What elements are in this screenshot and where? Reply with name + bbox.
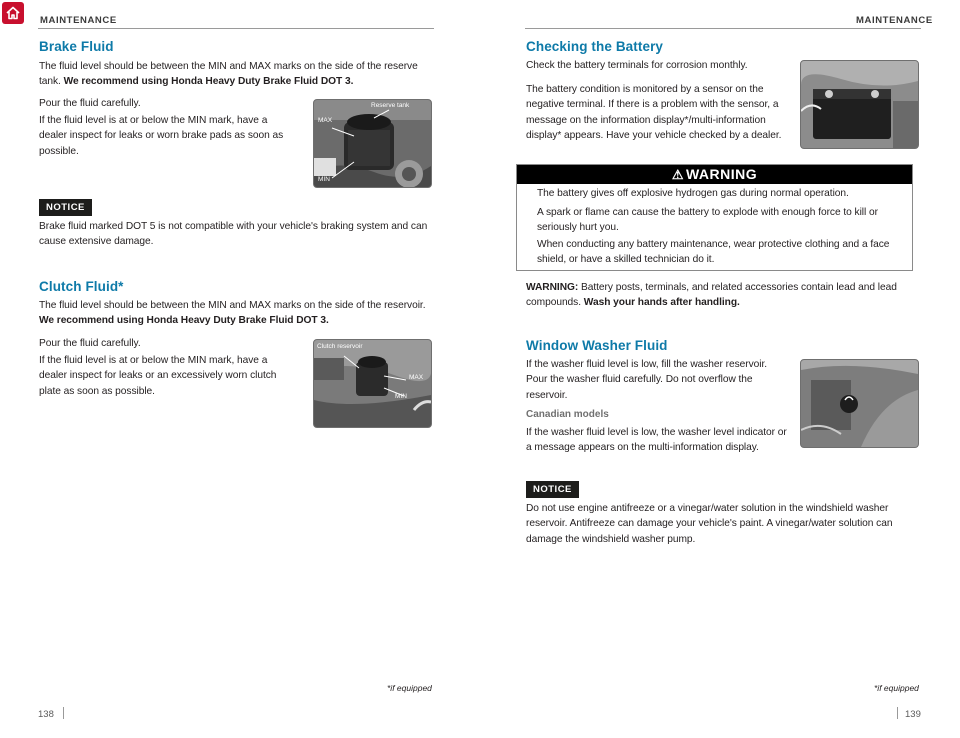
brake-fluid-title: Brake Fluid [39,39,114,54]
reserve-tank-label: Reserve tank [371,102,410,109]
brake-reserve-tank-image [313,99,432,188]
washer-title: Window Washer Fluid [526,338,668,353]
brake-fluid-para-2: Pour the fluid carefully. [39,98,141,109]
clutch-max-label: MAX [409,374,424,381]
washer-notice-text: Do not use engine antifreeze or a vinegar/water solution in the windshield washer reservoir. Antifreeze can damage your vehicle's paint. A vinegar/water solution can damage the windshield washer pump. [526,503,893,545]
washer-notice-badge: NOTICE [526,481,579,498]
battery-image [800,60,919,149]
warning-header [517,165,912,184]
right-footnote: *if equipped [874,683,919,693]
battery-warning-box [516,164,913,271]
home-icon [5,5,21,21]
washer-para-2: If the washer fluid level is low, the washer level indicator or a message appears on the multi-information display. [526,427,787,454]
home-button[interactable] [2,2,24,24]
battery-para-2: The battery condition is monitored by a sensor on the negative terminal. If there is a problem with the sensor, a message on the information display*/multi-information display* appears. Have your vehicle checked by a dealer. [526,84,782,141]
brake-min-label: MIN [318,176,330,183]
brake-fluid-para-3: If the fluid level is at or below the MIN mark, have a dealer inspect for leaks or worn brake pads as soon as possible. [39,115,284,157]
battery-para-1: Check the battery terminals for corrosion monthly. [526,60,748,71]
left-page-number: 138 [38,709,54,720]
left-footnote: *if equipped [387,683,432,693]
brake-notice-badge: NOTICE [39,199,92,216]
right-page-number: 139 [905,709,921,720]
brake-notice-text: Brake fluid marked DOT 5 is not compatible with your vehicle's braking system and can cause extensive damage. [39,221,428,248]
battery-title: Checking the Battery [526,39,664,54]
clutch-fluid-title: Clutch Fluid* [39,279,124,294]
brake-max-label: MAX [318,117,333,124]
left-section-label: MAINTENANCE [40,15,117,26]
clutch-reservoir-image [313,339,432,428]
right-section-label: MAINTENANCE [856,15,933,26]
canadian-models-label: Canadian models [526,409,609,420]
warning-para-2: A spark or flame can cause the battery to explode with enough force to kill or seriously hurt you. [537,207,878,234]
warning-para-1: The battery gives off explosive hydrogen gas during normal operation. [537,188,849,199]
washer-para-1: If the washer fluid level is low, fill the washer reservoir. Pour the washer fluid carefully. Do not overflow the reservoir. [526,359,768,401]
right-page-divider [897,707,898,719]
warning-triangle-icon: ⚠ [671,167,684,182]
right-header-rule [525,28,921,29]
left-page-divider [63,707,64,719]
warning-title: WARNING [685,166,758,182]
clutch-min-label: MIN [395,393,407,400]
warning-para-3: When conducting any battery maintenance, wear protective clothing and a face shield, or have a skilled technician do it. [537,239,890,266]
clutch-fluid-para-1: The fluid level should be between the MIN and MAX marks on the side of the reservoir. We recommend using Honda Heavy Duty Brake Fluid DOT 3. [39,300,426,327]
left-header-rule [38,28,434,29]
brake-fluid-para-1: The fluid level should be between the MIN and MAX marks on the side of the reserve tank. We recommend using Honda Heavy Duty Brake Fluid DOT 3. [39,61,418,88]
clutch-fluid-para-3: If the fluid level is at or below the MIN mark, have a dealer inspect for leaks or an excessively worn clutch plate as soon as possible. [39,355,277,397]
clutch-reservoir-label: Clutch reservoir [317,343,363,350]
battery-lead-warning: WARNING: Battery posts, terminals, and related accessories contain lead and lead compounds. Wash your hands after handling. [526,282,897,309]
washer-reservoir-image [800,359,919,448]
clutch-fluid-para-2: Pour the fluid carefully. [39,338,141,349]
